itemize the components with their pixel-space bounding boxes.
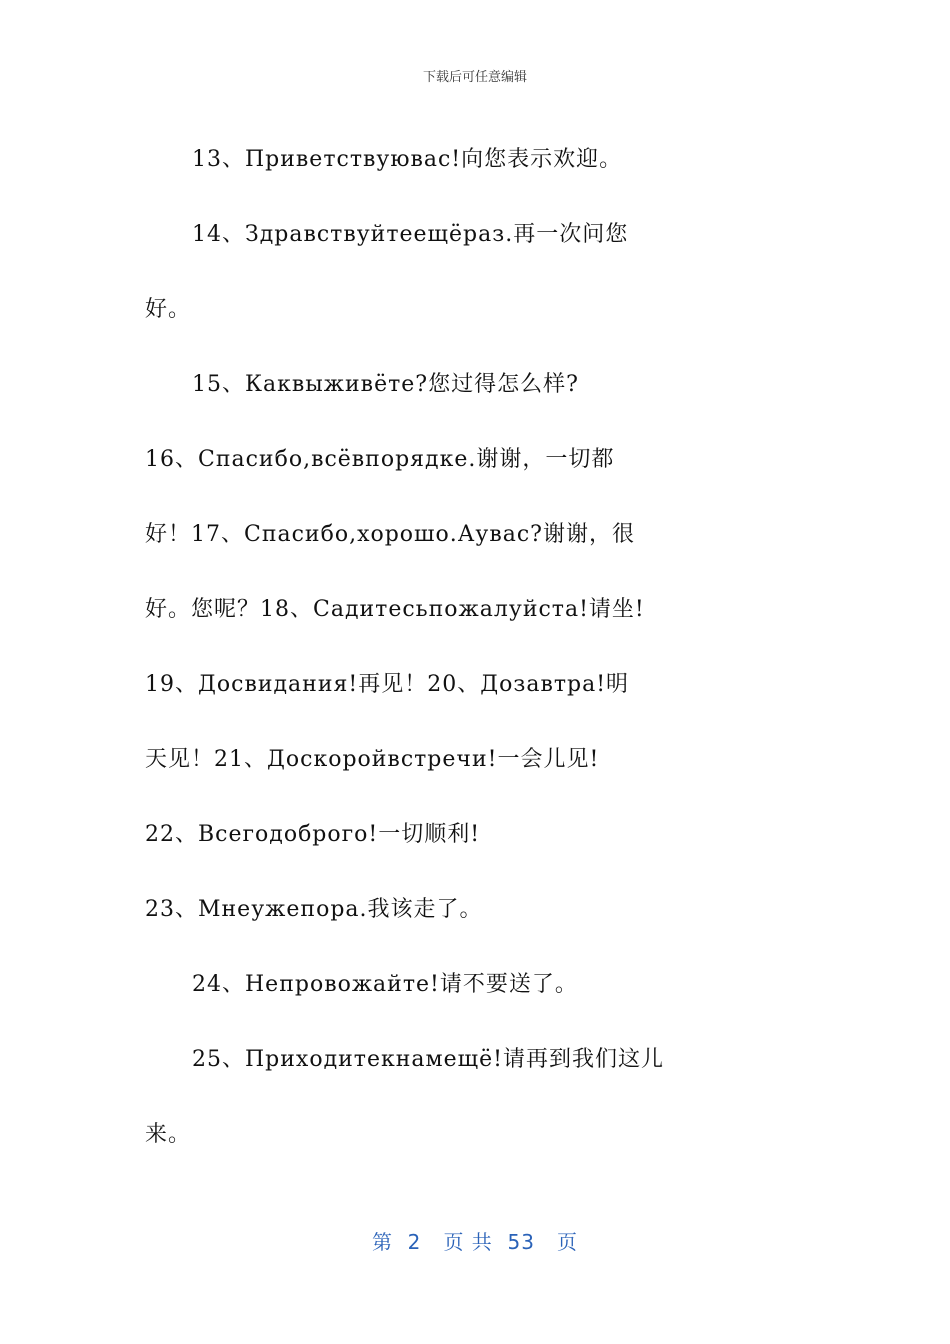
text-line: 来。 — [145, 1122, 192, 1147]
text-line: 13、Приветствуювас!向您表示欢迎。 — [192, 147, 623, 172]
text-line: 好。您呢？18、Садитесьпожалуйста!请坐! — [145, 597, 645, 622]
document-body — [145, 122, 815, 1172]
page-header: 下载后可任意编辑 — [422, 70, 527, 85]
text-line: 22、Всегодоброго!一切顺利! — [145, 822, 481, 847]
text-line: 15、Каквыживёте?您过得怎么样? — [192, 372, 579, 397]
text-line: 好！17、Спасибо,хорошо.Аувас?谢谢，很 — [145, 522, 635, 547]
text-line: 天见！21、Доскоройвстречи!一会儿见! — [145, 747, 600, 772]
text-line: 19、Досвидания!再见！20、Дозавтра!明 — [145, 672, 630, 697]
text-line: 14、Здравствуйтеещёраз.再一次问您 — [192, 222, 629, 247]
text-line: 16、Спасибо,всёвпорядке.谢谢，一切都 — [145, 447, 615, 472]
text-line: 24、Непровожайте!请不要送了。 — [192, 972, 578, 997]
page-number-footer: 第 2 页 共 53 页 — [371, 1230, 579, 1254]
text-line: 25、Приходитекнамещё!请再到我们这儿 — [192, 1047, 664, 1072]
text-line: 好。 — [145, 297, 192, 322]
text-line: 23、Мнеужепора.我该走了。 — [145, 897, 483, 922]
